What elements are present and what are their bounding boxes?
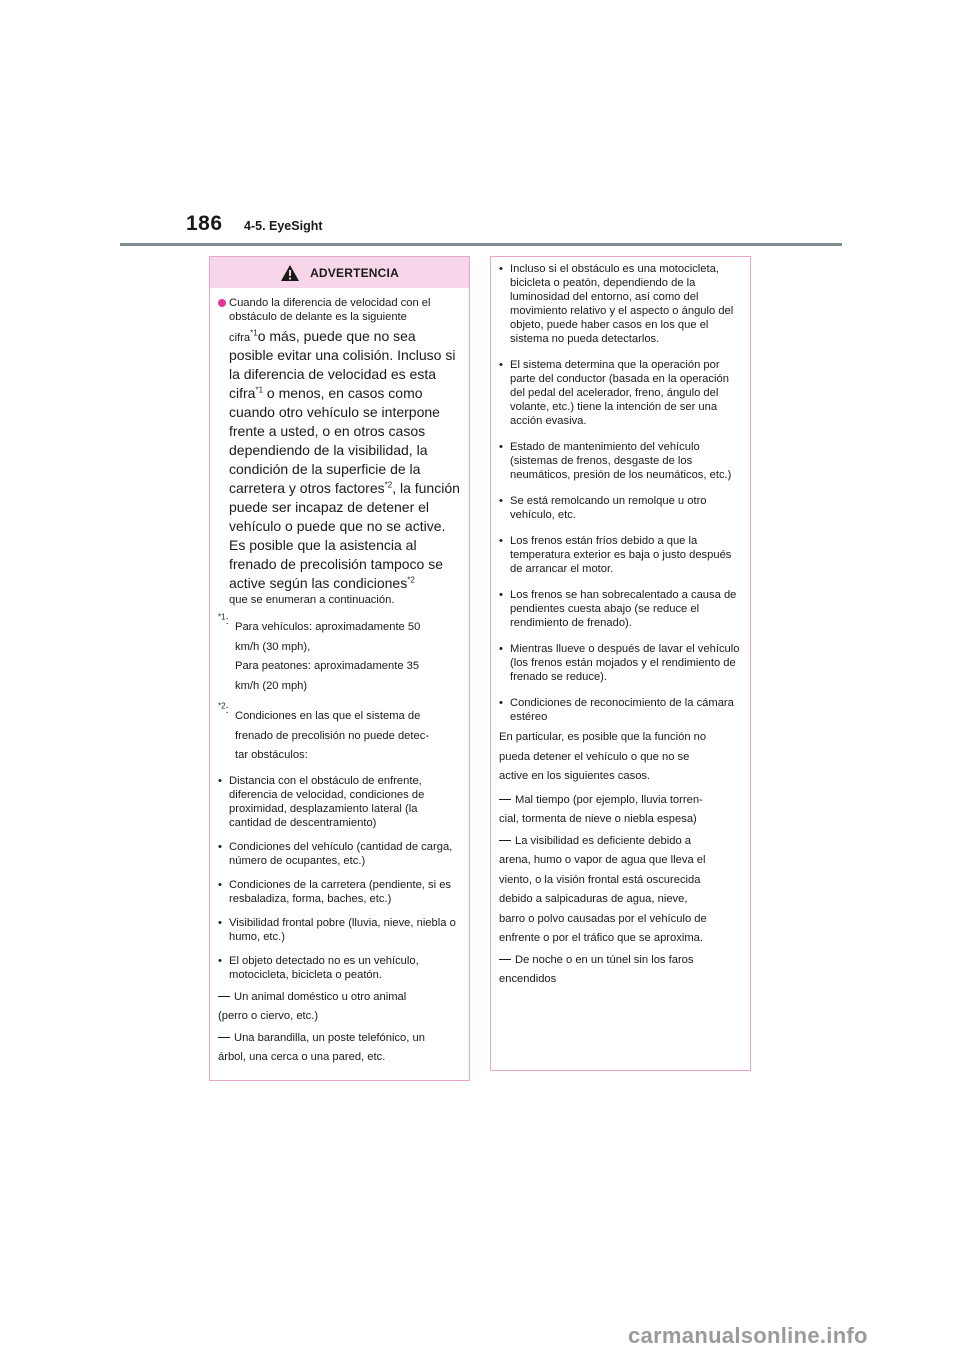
dash-item	[218, 1029, 461, 1068]
watermark: carmanualsonline.info	[628, 1323, 868, 1348]
list-item: • Se está remolcando un remolque u otro vehículo, etc.	[499, 494, 741, 522]
dash-icon	[499, 799, 511, 800]
list-item: • Estado de mantenimiento del vehículo (sistemas de frenos, desgaste de los neumáticos, presión de los neumáticos, etc.)	[499, 440, 741, 482]
intro-text-small: Cuando la diferencia de velocidad con el obstáculo de delante es la siguiente	[229, 297, 431, 323]
footnote-line: km/h (30 mph),	[235, 640, 311, 653]
condition-list	[218, 774, 461, 982]
list-item: • Incluso si el obstáculo es una motocicleta, bicicleta o peatón, dependiendo de la luminosidad del entorno, así como del movimiento relativo y el aspecto o ángulo del objeto, puede haber casos en los que el sistema no pueda detectarlos.	[499, 262, 741, 346]
list-item: • Distancia con el obstáculo de enfrente, diferencia de velocidad, condiciones de proximidad, desplazamiento lateral (la cantidad de descentramiento)	[218, 774, 461, 830]
dash-item-text: debido a salpicaduras de agua, nieve,	[499, 893, 688, 905]
dash-item-text: encendidos	[499, 973, 557, 985]
list-item: • El objeto detectado no es un vehículo, motocicleta, bicicleta o peatón.	[218, 954, 461, 982]
list-item: • Visibilidad frontal pobre (lluvia, nieve, niebla o humo, etc.)	[218, 916, 461, 944]
dash-item-text: La visibilidad es deficiente debido a	[515, 834, 692, 847]
circle-bullet-icon	[218, 299, 226, 307]
footnote-ref: *1	[250, 328, 258, 338]
footnote-line: km/h (20 mph)	[235, 679, 308, 692]
dash-item	[499, 832, 741, 949]
warning-panel	[209, 256, 470, 1081]
dash-item	[218, 988, 461, 1027]
dash-item-text: viento, o la visión frontal está oscurecida	[499, 873, 701, 886]
list-item: • Mientras llueve o después de lavar el vehículo (los frenos están mojados y el rendimiento de frenado se reduce).	[499, 642, 741, 684]
list-item: • Condiciones del vehículo (cantidad de carga, número de ocupantes, etc.)	[218, 840, 461, 868]
list-item: • El sistema determina que la operación por parte del conductor (basada en la operación del pedal del acelerador, freno, ángulo del volante, etc.) tiene la intención de ser una acción evasiva.	[499, 358, 741, 428]
intro-text-large-2: o menos, en casos como cuando otro vehículo se interpone frente a usted, o en otros casos dependiendo de la visibilidad, la condición de la superficie de la carretera y otros factores	[229, 385, 440, 496]
intro-text-small-cifra: cifra	[229, 332, 251, 344]
header-rule	[120, 243, 842, 246]
footnote-ref: *1	[255, 385, 264, 395]
dash-item-text: árbol, una cerca o una pared, etc.	[218, 1051, 386, 1063]
paragraph-line: active en los siguientes casos.	[499, 770, 651, 782]
section-title: 4-5. EyeSight	[244, 219, 323, 233]
warning-panel-continued	[490, 256, 751, 1071]
dash-icon	[499, 959, 511, 960]
dash-item-text: barro o polvo causadas por el vehículo de	[499, 912, 707, 925]
dash-item-text: Un animal doméstico u otro animal	[234, 990, 407, 1003]
list-item: • Los frenos se han sobrecalentado a causa de pendientes cuesta abajo (se reduce el rendimiento de frenado).	[499, 588, 741, 630]
footnote-line: Condiciones en las que el sistema de	[235, 710, 421, 722]
warning-intro	[218, 296, 461, 607]
list-item: • Condiciones de reconocimiento de la cámara estéreo	[499, 696, 741, 724]
footnote-ref: *2	[384, 480, 393, 490]
dash-icon	[218, 1037, 230, 1038]
footnote-1	[218, 612, 461, 696]
list-item: • Los frenos están fríos debido a que la temperatura exterior es baja o justo después de arrancar el motor.	[499, 534, 741, 576]
dash-item-text: De noche o en un túnel sin los faros	[515, 953, 694, 966]
intro-text-small-end: que se enumeran a continuación.	[229, 594, 395, 606]
intro-text-large-1: o más, puede que no sea posible evitar una colisión. Incluso si la diferencia de velocidad es esta cifra	[229, 328, 456, 401]
footnote-line: Para vehículos: aproximadamente 50	[235, 621, 421, 633]
footnote-2	[218, 701, 461, 766]
footnote-mark: $^{*2}$:	[218, 701, 229, 716]
dash-item-text: arena, humo o vapor de agua que lleva el	[499, 854, 706, 866]
dash-item-text: Una barandilla, un poste telefónico, un	[234, 1031, 425, 1044]
intro-text-large	[229, 327, 461, 593]
dash-item-text: enfrente o por el tráfico que se aproxima.	[499, 932, 703, 944]
footnote-ref: *2	[407, 575, 415, 585]
list-item: • Condiciones de la carretera (pendiente, si es resbaladiza, forma, baches, etc.)	[218, 878, 461, 906]
footnote-mark: $^{*1}$:	[218, 612, 229, 627]
footnote-line: frenado de precolisión no puede detec-	[235, 729, 430, 742]
dash-item-text: (perro o ciervo, etc.)	[218, 1010, 319, 1022]
dash-icon	[218, 996, 230, 997]
dash-item	[499, 791, 741, 830]
dash-item-text: cial, tormenta de nieve o niebla espesa)	[499, 813, 697, 825]
dash-item-text: Mal tiempo (por ejemplo, lluvia torren-	[515, 793, 703, 806]
condition-list	[499, 262, 741, 724]
dash-item	[499, 951, 741, 990]
warning-header	[210, 257, 469, 288]
paragraph-line: pueda detener el vehículo o que no se	[499, 750, 690, 763]
paragraph	[499, 728, 741, 787]
dash-icon	[499, 840, 511, 841]
footnote-line: tar obstáculos:	[235, 749, 308, 761]
intro-text-large-3: , la función puede ser incapaz de detener el vehículo o puede que no se active. Es posible que la asistencia al frenado de precolisión tampoco se active según las condiciones	[229, 480, 460, 591]
page-number: 186	[186, 212, 223, 235]
warning-triangle-icon	[280, 264, 300, 282]
paragraph-line: En particular, es posible que la función no	[499, 731, 707, 743]
footnote-line: Para peatones: aproximadamente 35	[235, 660, 420, 672]
warning-title: ADVERTENCIA	[310, 265, 399, 280]
